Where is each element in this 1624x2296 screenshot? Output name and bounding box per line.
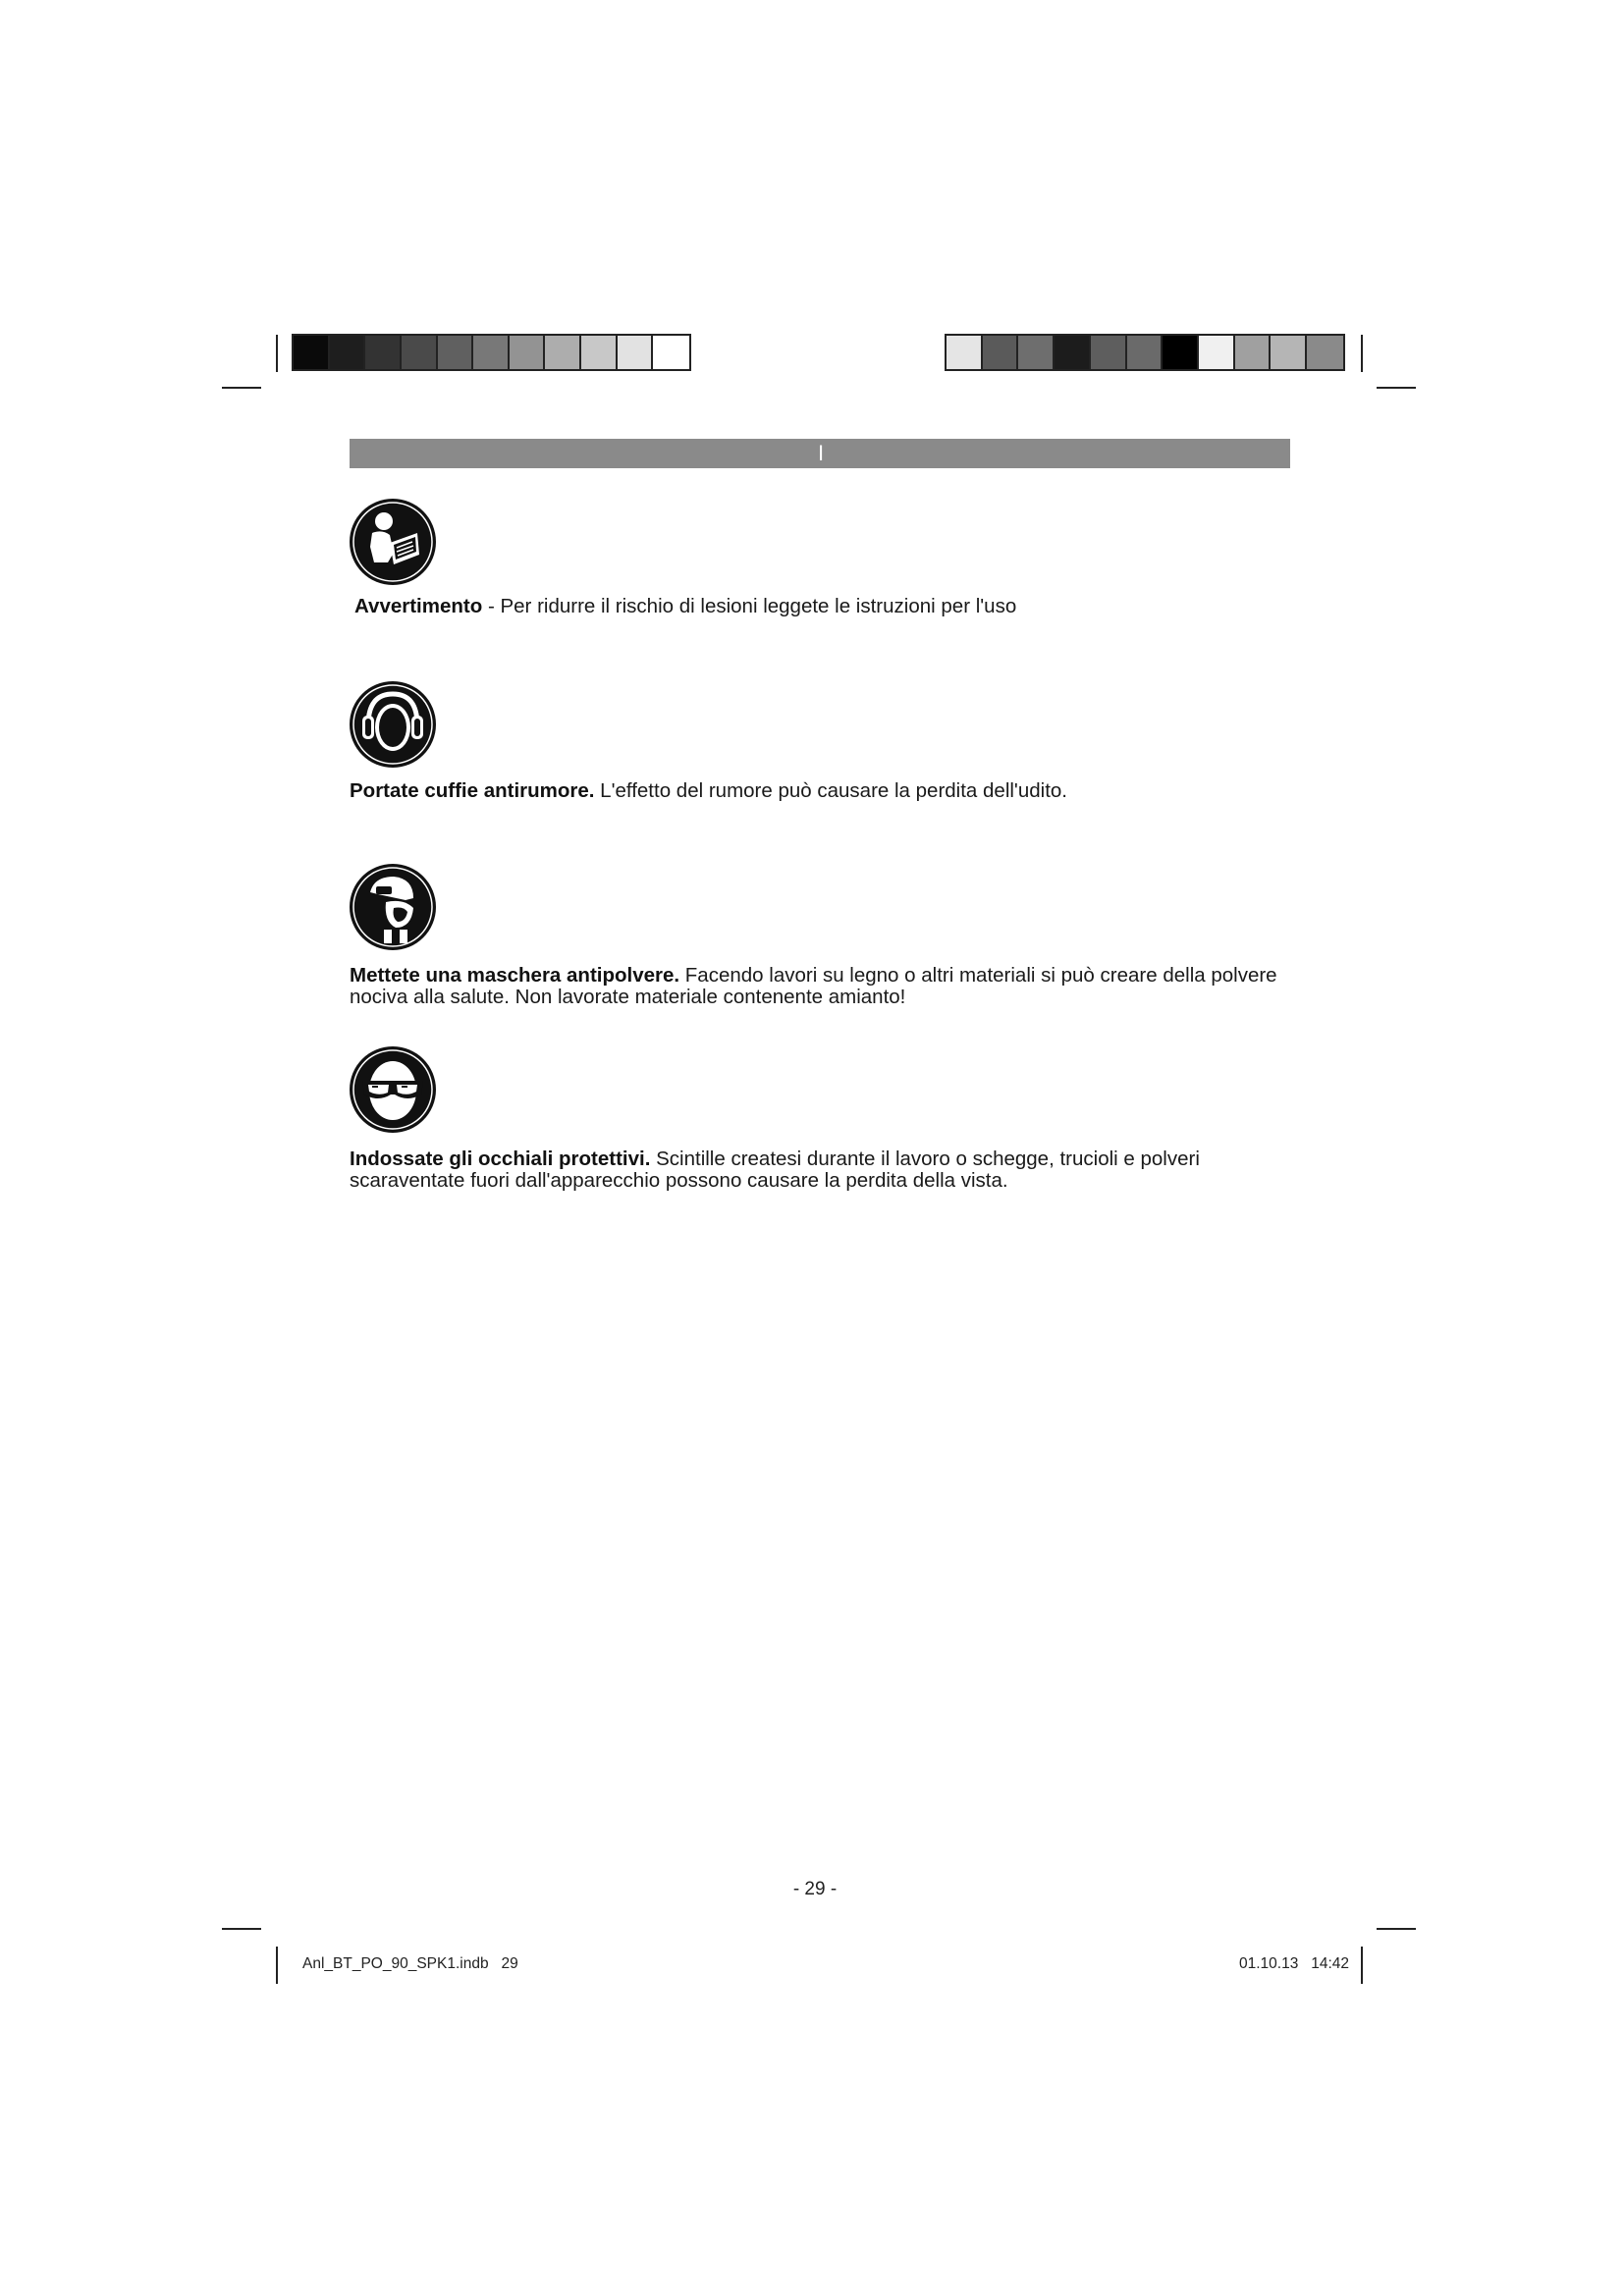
color-swatch (438, 336, 474, 369)
footer-timestamp: 01.10.13 14:42 (1239, 1955, 1350, 1972)
warning-heading: Indossate gli occhiali protettivi. (350, 1148, 651, 1170)
color-swatch (653, 336, 689, 369)
section-letter: I (818, 441, 825, 465)
warning-ear-protection-text (350, 780, 1292, 802)
warning-read-manual-text (354, 596, 1297, 617)
color-calibration-bar-left (292, 334, 691, 371)
color-swatch (402, 336, 438, 369)
color-swatch (983, 336, 1019, 369)
crop-mark (1361, 1947, 1363, 1984)
warning-dust-mask-text (350, 965, 1292, 1008)
warning-heading: Mettete una maschera antipolvere. (350, 964, 680, 987)
crop-mark (1361, 335, 1363, 372)
color-swatch (618, 336, 654, 369)
crop-mark (1377, 387, 1416, 389)
color-calibration-bar-right (945, 334, 1345, 371)
ear-protection-icon (349, 680, 437, 769)
warning-heading: Portate cuffie antirumore. (350, 779, 595, 802)
color-swatch (1235, 336, 1272, 369)
eye-protection-icon (349, 1045, 437, 1134)
crop-mark (276, 1947, 278, 1984)
color-swatch (1163, 336, 1199, 369)
color-swatch (1307, 336, 1343, 369)
color-swatch (510, 336, 546, 369)
crop-mark (222, 1928, 261, 1930)
warning-body: Facendo lavori su legno o altri materiali si può creare della polvere nociva alla salute. Non lavorate materiale contenente amianto! (350, 964, 1277, 1008)
color-swatch (1127, 336, 1164, 369)
color-swatch (365, 336, 402, 369)
color-swatch (1055, 336, 1091, 369)
warning-body: Scintille createsi durante il lavoro o schegge, trucioli e polveri scaraventate fuori dall'apparecchio possono causare la perdita della vista. (350, 1148, 1200, 1192)
crop-mark (1377, 1928, 1416, 1930)
color-swatch (473, 336, 510, 369)
color-swatch (294, 336, 330, 369)
color-swatch (1091, 336, 1127, 369)
color-swatch (1199, 336, 1235, 369)
page-number: - 29 - (792, 1879, 838, 1899)
color-swatch (1271, 336, 1307, 369)
color-swatch (545, 336, 581, 369)
color-swatch (947, 336, 983, 369)
crop-mark (276, 335, 278, 372)
dust-mask-icon (349, 863, 437, 951)
color-swatch (581, 336, 618, 369)
section-header-band (350, 439, 1290, 468)
footer-filename: Anl_BT_PO_90_SPK1.indb 29 (302, 1955, 518, 1972)
warning-heading: Avvertimento (354, 595, 483, 617)
warning-eye-protection-text (350, 1148, 1292, 1192)
crop-mark (222, 387, 261, 389)
warning-body: - Per ridurre il rischio di lesioni leggete le istruzioni per l'uso (482, 595, 1017, 617)
warning-body: L'effetto del rumore può causare la perdita dell'udito. (594, 779, 1067, 802)
read-manual-icon (349, 498, 437, 586)
color-swatch (1018, 336, 1055, 369)
color-swatch (330, 336, 366, 369)
